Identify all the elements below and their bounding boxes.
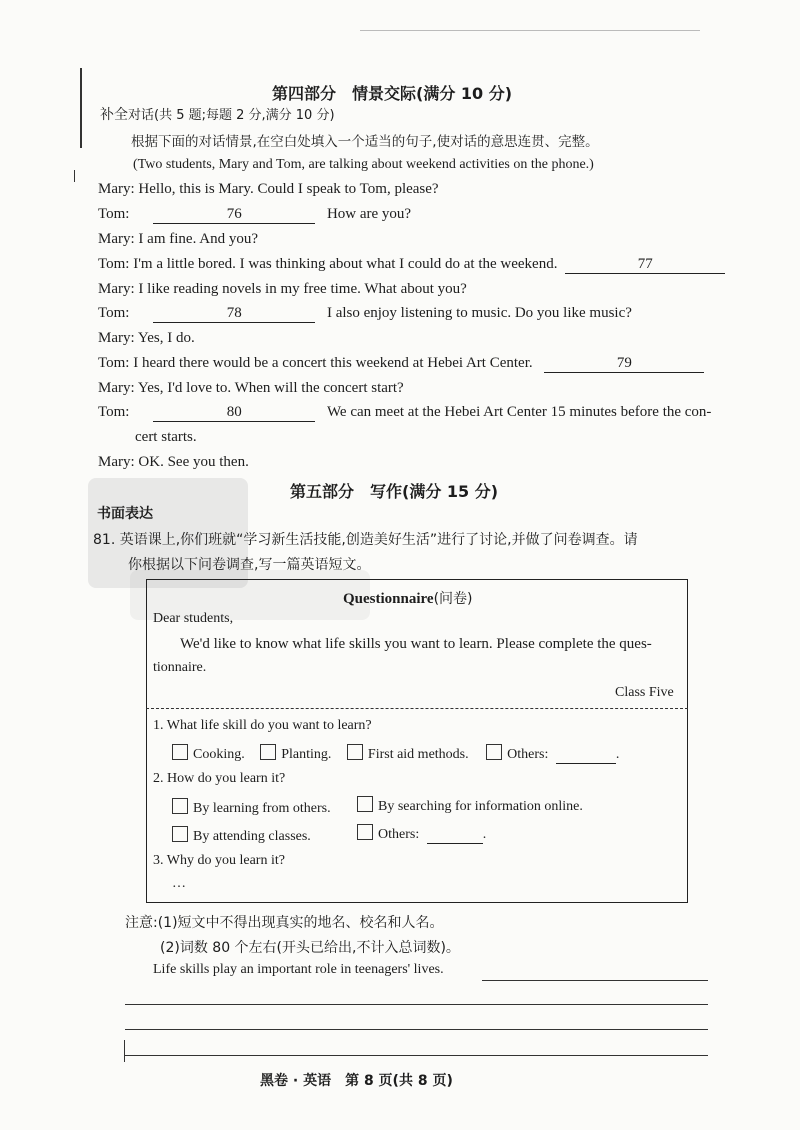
questionnaire-body-cont: tionnaire.	[153, 660, 207, 675]
questionnaire-title: Questionnaire(问卷)	[343, 591, 473, 607]
dialogue-line-9: Mary: Yes, I'd love to. When will the concert start?	[98, 380, 404, 396]
question-81-prompt: 81. 英语课上,你们班就“学习新生活技能,创造美好生活”进行了讨论,并做了问卷调查。请	[93, 532, 638, 548]
section-label: 补全对话(共 5 题;每题 2 分,满分 10 分)	[100, 107, 335, 123]
questionnaire-class: Class Five	[615, 685, 674, 700]
q2-option-online[interactable]: By searching for information online.	[357, 796, 583, 815]
q2-option-others-learning[interactable]: By learning from others.	[172, 798, 331, 817]
writing-line[interactable]	[125, 1055, 708, 1056]
answer-blank-80[interactable]: 80	[153, 404, 315, 422]
checkbox-icon	[347, 744, 363, 760]
note-1: 注意:(1)短文中不得出现真实的地名、校名和人名。	[125, 915, 444, 931]
context-line: (Two students, Mary and Tom, are talking about weekend activities on the phone.)	[133, 157, 594, 172]
questionnaire-body: We'd like to know what life skills you want to learn. Please complete the ques-	[180, 636, 652, 652]
q2-text: 2. How do you learn it?	[153, 771, 286, 786]
q1-text: 1. What life skill do you want to learn?	[153, 718, 372, 733]
dialogue-line-10: Tom: 80 We can meet at the Hebei Art Center 15 minutes before the con-	[98, 404, 712, 420]
writing-line[interactable]	[125, 1029, 708, 1030]
dialogue-line-3: Mary: I am fine. And you?	[98, 231, 258, 247]
instruction: 根据下面的对话情景,在空白处填入一个适当的句子,使对话的意思连贯、完整。	[131, 134, 599, 150]
page-footer: 黑卷 · 英语 第 8 页(共 8 页)	[260, 1073, 453, 1089]
writing-section-label: 书面表达	[97, 506, 153, 522]
option-first-aid[interactable]: First aid methods.	[347, 747, 469, 762]
others-blank	[427, 827, 483, 844]
essay-opening: Life skills play an important role in teenagers' lives.	[153, 962, 444, 977]
q3-ellipsis: …	[172, 876, 186, 891]
writing-line[interactable]	[482, 980, 708, 981]
q3-text: 3. Why do you learn it?	[153, 853, 285, 868]
dialogue-line-6: Tom: 78 I also enjoy listening to music. Do you like music?	[98, 305, 632, 321]
checkbox-icon	[172, 798, 188, 814]
dialogue-line-10-cont: cert starts.	[135, 429, 197, 445]
note-2: (2)词数 80 个左右(开头已给出,不计入总词数)。	[160, 940, 460, 956]
answer-blank-78[interactable]: 78	[153, 305, 315, 323]
answer-blank-77[interactable]: 77	[565, 256, 725, 274]
part4-title: 第四部分 情景交际(满分 10 分)	[272, 84, 513, 103]
dialogue-line-11: Mary: OK. See you then.	[98, 454, 249, 470]
others-blank[interactable]	[556, 747, 616, 764]
q2-option-others[interactable]: Others: .	[357, 824, 486, 844]
option-others[interactable]: Others:	[486, 747, 548, 762]
questionnaire-divider	[146, 708, 688, 709]
checkbox-icon	[486, 744, 502, 760]
questionnaire-greeting: Dear students,	[153, 611, 234, 626]
q2-option-classes[interactable]: By attending classes.	[172, 826, 311, 845]
dialogue-line-5: Mary: I like reading novels in my free time. What about you?	[98, 281, 467, 297]
option-cooking[interactable]: Cooking.	[172, 747, 245, 762]
dialogue-line-7: Mary: Yes, I do.	[98, 330, 195, 346]
margin-tick	[124, 1040, 125, 1062]
checkbox-icon	[260, 744, 276, 760]
checkbox-icon	[172, 744, 188, 760]
dialogue-line-2: Tom: 76 How are you?	[98, 206, 412, 222]
top-line	[360, 30, 700, 31]
checkbox-icon	[172, 826, 188, 842]
answer-blank-76[interactable]: 76	[153, 206, 315, 224]
dialogue-line-4: Tom: I'm a little bored. I was thinking about what I could do at the weekend. 77	[98, 256, 725, 274]
option-planting[interactable]: Planting.	[260, 747, 331, 762]
dialogue-line-8: Tom: I heard there would be a concert this weekend at Hebei Art Center. 79	[98, 355, 704, 373]
handwritten-note: 补全	[100, 107, 128, 123]
margin-tick	[74, 170, 75, 182]
checkbox-icon	[357, 824, 373, 840]
margin-line	[80, 68, 82, 148]
dialogue-line-1: Mary: Hello, this is Mary. Could I speak to Tom, please?	[98, 181, 439, 197]
q1-options: Cooking. Planting. First aid methods. Others: .	[172, 744, 619, 764]
part5-title: 第五部分 写作(满分 15 分)	[290, 482, 499, 501]
writing-line[interactable]	[125, 1004, 708, 1005]
question-81-prompt-cont: 你根据以下问卷调查,写一篇英语短文。	[128, 557, 371, 573]
checkbox-icon	[357, 796, 373, 812]
answer-blank-79[interactable]: 79	[544, 355, 704, 373]
